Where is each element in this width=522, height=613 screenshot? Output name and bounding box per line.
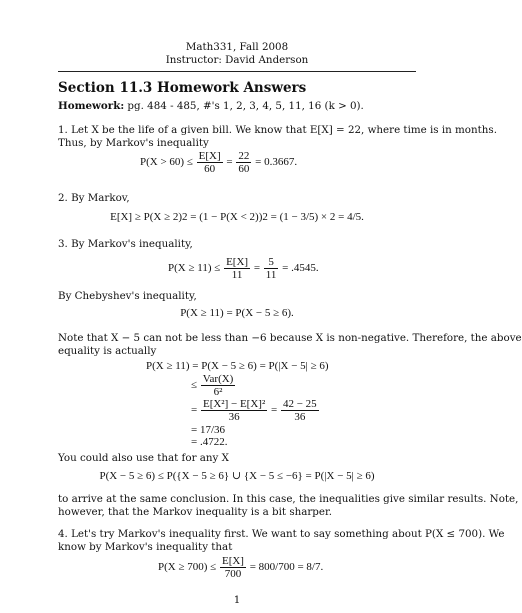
p3-eq-right: = .4545. [282, 262, 319, 275]
homework-label: Homework: [58, 100, 125, 112]
p1-fraction-1: $\frac{E[X]}{60}$ [198, 150, 221, 175]
p3-chebyshev-label: By Chebyshev's inequality, [58, 290, 197, 302]
p3-eq-mid: = [253, 262, 261, 275]
p1-fraction-2: $\frac{22}{60}$ [238, 150, 250, 175]
p3-align-row-5: = .4722. [191, 436, 228, 448]
p3-note-line1: Note that X − 5 can not be less than −6 because X is non-negative. Therefore, the above [58, 332, 522, 344]
p4-equation [158, 555, 323, 580]
p3-conclusion-line1: to arrive at the same conclusion. In this case, the inequalities give similar results. Note, [58, 493, 519, 505]
p2-equation: E[X] ≥ P(X ≥ 2)2 = (1 − P(X < 2))2 = (1 − 3/5) × 2 = 4/5. [110, 211, 364, 223]
p3-note-line2: equality is actually [58, 345, 157, 357]
instructor-line: Instructor: David Anderson [165, 54, 309, 66]
p3-fraction-1: $\frac{E[X]}{11}$ [226, 256, 249, 281]
header-rule [58, 71, 416, 72]
p3-moment-fraction: $\frac{\text{E[X²] − E[X]²}}{36}$ [202, 398, 266, 423]
p4-fraction: $\frac{E[X]}{700}$ [221, 555, 244, 580]
p3-line1: 3. By Markov's inequality, [58, 238, 193, 250]
p3-variance-fraction: $\frac{\text{Var(X)}}{\text{6²}}$ [202, 373, 234, 398]
p4-line1: 4. Let's try Markov's inequality first. We want to say something about P(X ≤ 700). We [58, 528, 505, 540]
p4-eq-right: = 800/700 = 8/7. [249, 561, 324, 574]
p3-align-row-2: ≤ $\frac{\text{Var(X)}}{\text{6²}}$ [191, 373, 234, 398]
p1-line1: 1. Let X be the life of a given bill. We know that E[X] = 22, where time is in months. [58, 124, 497, 136]
p3-align-row-4: = 17/36 [191, 424, 226, 436]
homework-line [58, 100, 364, 113]
p3-align-row-3: = $\frac{\text{E[X²] − E[X]²}}{36}$ = $\frac{42 - 25}{36}$ [191, 398, 317, 423]
homework-text: pg. 484 - 485, #'s 1, 2, 3, 4, 5, 11, 16 (k > 0). [127, 100, 364, 112]
section-title: Section 11.3 Homework Answers [58, 80, 307, 96]
p1-eq-right: = 0.3667. [255, 156, 298, 169]
p4-eq-left: P(X ≥ 700) ≤ [158, 561, 217, 574]
p1-eq-mid: = [226, 156, 233, 169]
p3-also-line: You could also use that for any X [58, 452, 229, 464]
p3-fraction-2: $\frac{5}{11}$ [265, 256, 277, 281]
p3-align-row-1: P(X ≥ 11) = P(X − 5 ≥ 6) = P(|X − 5| ≥ 6) [146, 360, 329, 372]
p3-also-equation: P(X − 5 ≥ 6) ≤ P({X − 5 ≥ 6} ∪ {X − 5 ≤ −6} = P(|X − 5| ≥ 6) [99, 470, 375, 482]
p3-markov-equation [168, 256, 319, 281]
p1-line2: Thus, by Markov's inequality [58, 137, 209, 149]
p3-eq-left: P(X ≥ 11) ≤ [168, 262, 221, 275]
p2-line1: 2. By Markov, [58, 192, 130, 204]
p3-conclusion-line2: however, that the Markov inequality is a bit sharper. [58, 506, 333, 518]
p3-value-fraction: $\frac{42 - 25}{36}$ [282, 398, 317, 423]
p3-chebyshev-equation: P(X ≥ 11) = P(X − 5 ≥ 6). [180, 307, 294, 319]
p4-line2: know by Markov's inequality that [58, 541, 233, 553]
p1-eq-left: P(X > 60) ≤ [140, 156, 193, 169]
page-number: 1 [233, 594, 241, 606]
course-line: Math331, Fall 2008 [185, 41, 289, 53]
p1-equation [140, 150, 297, 175]
